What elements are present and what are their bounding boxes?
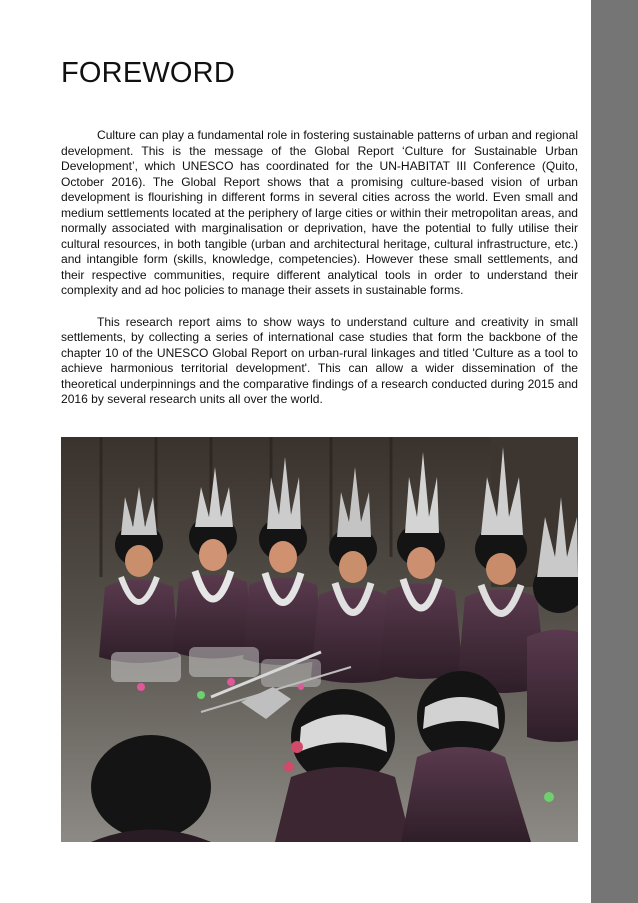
foreword-body [61,128,578,408]
paragraph: This research report aims to show ways to understand culture and creativity in small settlements, by collecting a series of international case studies that form the backbone of the chapter 10 of the UNESCO Global Report on urban-rural linkages and titled 'Culture as a tool to achieve harmonious territorial development'. This can allow a wider dissemination of the theoretical underpinnings and the comparative findings of a research conducted during 2015 and 2016 by several research units all over the world. [61,314,578,407]
page-title: FOREWORD [61,57,235,89]
side-color-bar [591,0,638,903]
paragraph: Culture can play a fundamental role in fostering sustainable patterns of urban and regional development. This is the message of the Global Report ‘Culture for Sustainable Urban Development’, which UNESCO has coordinated for the UN-HABITAT III Conference (Quito, October 2016). The Global Report shows that a promising culture-based vision of urban development is flourishing in different forms in several cities across the world. Even small and medium settlements located at the periphery of large cities or within their metropolitan areas, and normally associated with marginalisation or deprivation, have the potential to fully utilise their cultural resources, in both tangible (urban and architectural heritage, cultural infrastructure, etc.) and intangible form (skills, knowledge, competencies). However these small settlements, and their respective communities, require different analytical tools in order to understand their complexity and ad hoc policies to manage their assets in sustainable forms. [61,128,578,298]
festival-photo [61,437,578,842]
